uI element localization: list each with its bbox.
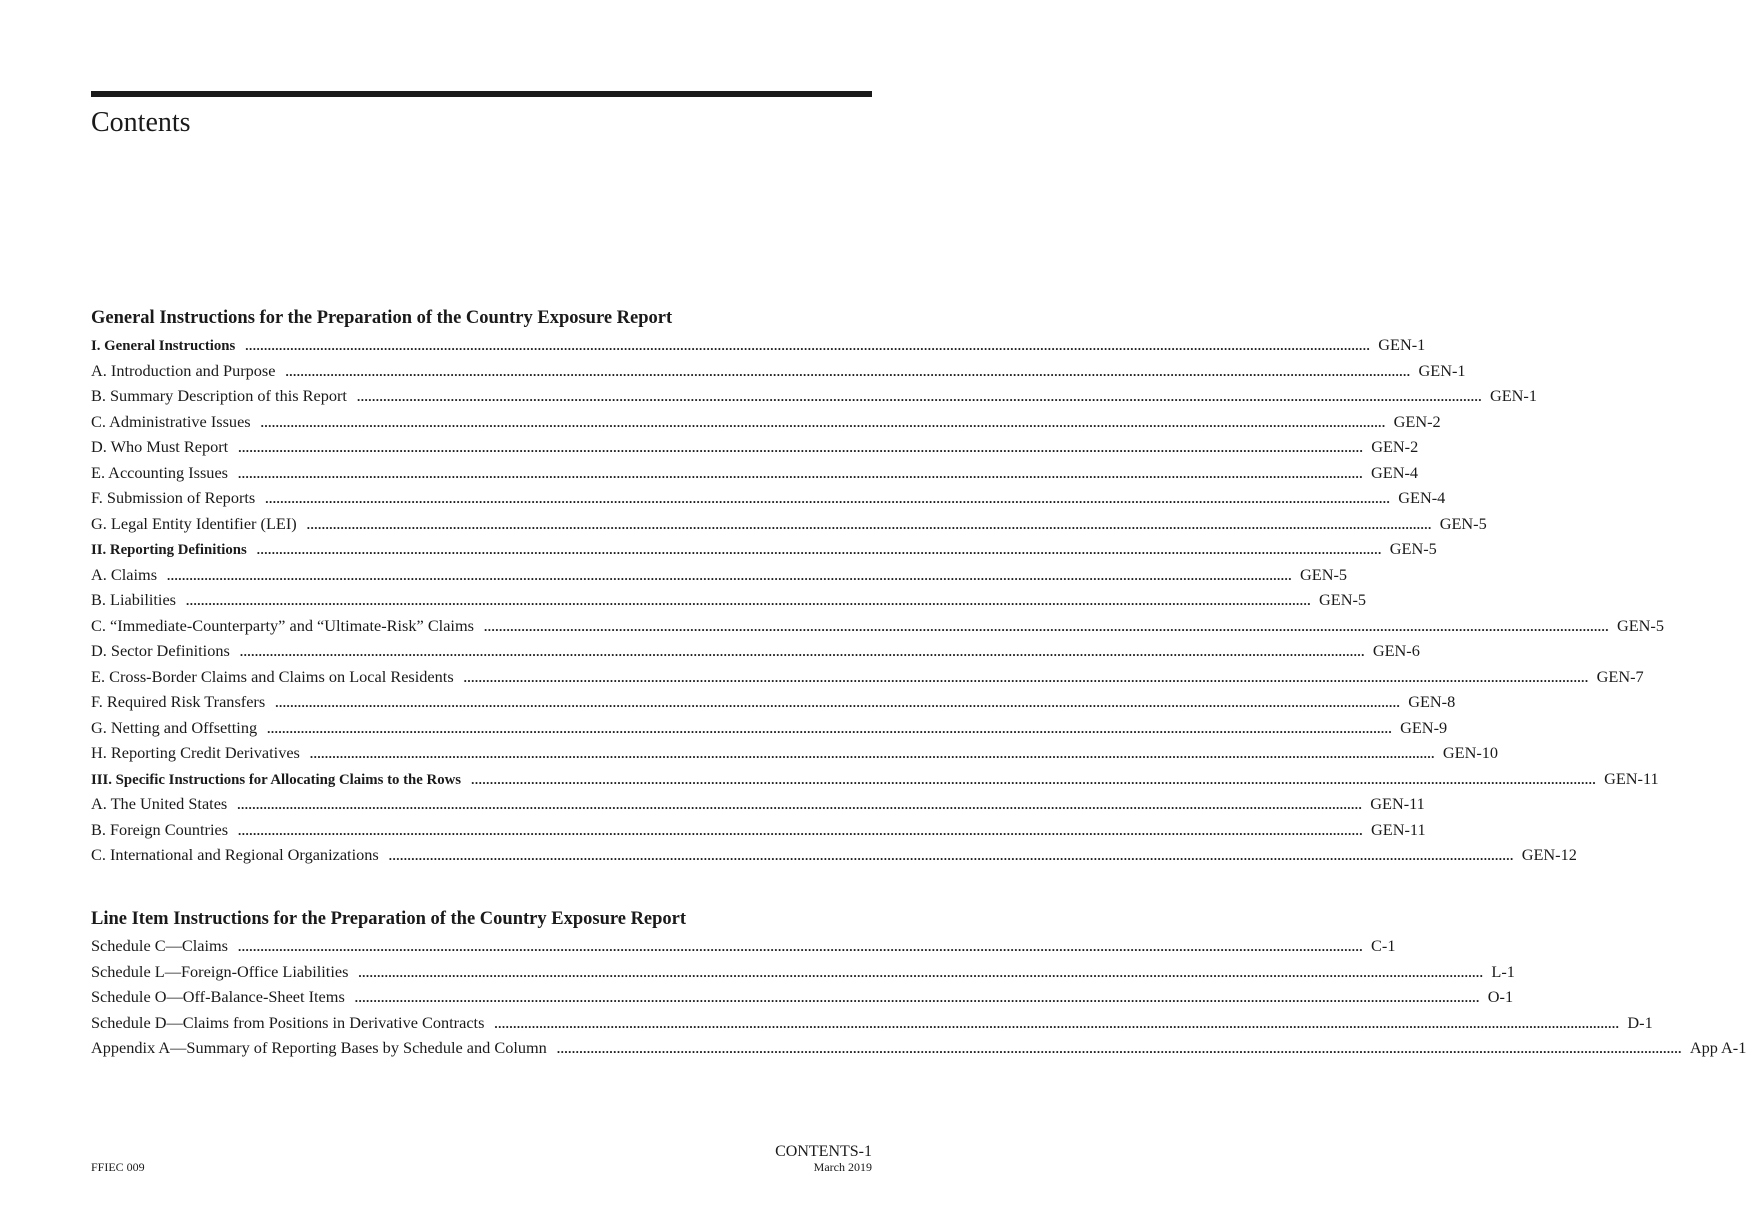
toc-entry-page: GEN-2 xyxy=(1393,411,1441,431)
toc-entry[interactable] xyxy=(91,715,1448,741)
toc-entry[interactable] xyxy=(91,511,1487,537)
toc-entry-page: App A-1 xyxy=(1689,1038,1746,1057)
dot-leader: ............................................................................................................................................................................................................................................................................................................ xyxy=(354,990,1480,1005)
toc-entry[interactable] xyxy=(91,409,1441,435)
dot-leader: ............................................................................................................................................................................................................................................................................................................ xyxy=(471,771,1597,787)
dot-leader: ............................................................................................................................................................................................................................................................................................................ xyxy=(356,389,1482,404)
toc-entry-label: Appendix A—Summary of Reporting Bases by Schedule and Column xyxy=(91,1038,547,1057)
toc-entry[interactable] xyxy=(91,358,1466,384)
toc-entry-page: GEN-4 xyxy=(1371,462,1419,482)
toc-entry-page: GEN-10 xyxy=(1442,743,1499,762)
toc-entry-label: E. Accounting Issues xyxy=(91,462,229,482)
top-rule xyxy=(91,91,872,97)
toc-entry-label: B. Summary Description of this Report xyxy=(91,386,347,405)
toc-entry[interactable] xyxy=(91,485,1446,511)
toc-entry-label: III. Specific Instructions for Allocating Claims to the Rows xyxy=(91,771,462,788)
toc-entry[interactable] xyxy=(91,332,1426,358)
toc-entry[interactable] xyxy=(91,1035,1746,1061)
section-heading: Line Item Instructions for the Preparation of the Country Exposure Report xyxy=(91,909,687,929)
toc-entry-page: GEN-5 xyxy=(1389,539,1437,558)
toc-entry-page: GEN-4 xyxy=(1398,488,1446,507)
dot-leader: ............................................................................................................................................................................................................................................................................................................ xyxy=(483,618,1609,634)
toc-entry-label: C. International and Regional Organizations xyxy=(91,845,379,864)
toc-entry-page: GEN-5 xyxy=(1319,590,1367,609)
toc-entry-label: D. Who Must Report xyxy=(91,437,229,456)
toc-entry-page: GEN-11 xyxy=(1370,794,1425,813)
dot-leader: ............................................................................................................................................................................................................................................................................................................ xyxy=(260,414,1386,430)
toc-entry-label: Schedule L—Foreign-Office Liabilities xyxy=(91,961,349,981)
dot-leader: ............................................................................................................................................................................................................................................................................................................ xyxy=(256,542,1382,557)
dot-leader: ............................................................................................................................................................................................................................................................................................................ xyxy=(167,567,1293,583)
toc-entry-label: II. Reporting Definitions xyxy=(91,542,247,558)
toc-entry-page: O-1 xyxy=(1487,987,1514,1006)
toc-entry[interactable] xyxy=(91,689,1456,715)
toc-entry-label: A. Introduction and Purpose xyxy=(91,360,276,380)
dot-leader: ............................................................................................................................................................................................................................................................................................................ xyxy=(556,1041,1682,1056)
toc-entry-page: GEN-9 xyxy=(1400,717,1448,737)
toc-section-general xyxy=(91,306,1664,868)
toc-entry-page: D-1 xyxy=(1627,1012,1653,1032)
dot-leader: ............................................................................................................................................................................................................................................................................................................ xyxy=(463,669,1589,685)
toc-entry-label: I. General Instructions xyxy=(91,338,236,354)
dot-leader: ............................................................................................................................................................................................................................................................................................................ xyxy=(267,720,1393,736)
footer-page-info xyxy=(775,1143,872,1174)
toc-entry[interactable] xyxy=(91,817,1426,843)
dot-leader: ............................................................................................................................................................................................................................................................................................................ xyxy=(388,848,1514,863)
dot-leader: ............................................................................................................................................................................................................................................................................................................ xyxy=(275,695,1401,710)
toc-entry-label: G. Netting and Offsetting xyxy=(91,717,258,737)
page-title: Contents xyxy=(91,107,191,138)
toc-entry-label: H. Reporting Credit Derivatives xyxy=(91,743,300,762)
toc-list xyxy=(91,933,1746,1061)
toc-entry-label: F. Submission of Reports xyxy=(91,488,256,507)
dot-leader: ............................................................................................................................................................................................................................................................................................................ xyxy=(238,440,1364,455)
toc-entry-page: C-1 xyxy=(1371,936,1396,955)
toc-entry[interactable] xyxy=(91,587,1367,613)
dot-leader: ............................................................................................................................................................................................................................................................................................................ xyxy=(306,516,1432,532)
dot-leader: ............................................................................................................................................................................................................................................................................................................ xyxy=(494,1015,1620,1031)
toc-entry[interactable] xyxy=(91,562,1348,588)
toc-entry[interactable] xyxy=(91,984,1514,1010)
toc-entry-label: C. Administrative Issues xyxy=(91,411,251,431)
toc-entry-page: GEN-6 xyxy=(1372,641,1420,660)
toc-entry-page: GEN-8 xyxy=(1408,692,1456,711)
toc-entry[interactable] xyxy=(91,536,1437,562)
toc-entry[interactable] xyxy=(91,613,1664,639)
toc-entry-label: B. Foreign Countries xyxy=(91,819,229,839)
toc-entry-label: A. The United States xyxy=(91,794,228,813)
toc-entry-label: E. Cross-Border Claims and Claims on Local Residents xyxy=(91,666,454,686)
toc-entry[interactable] xyxy=(91,791,1425,817)
footer-page-label: CONTENTS-1 xyxy=(775,1143,872,1160)
toc-entry-page: GEN-11 xyxy=(1604,768,1659,788)
toc-entry[interactable] xyxy=(91,460,1419,486)
toc-entry[interactable] xyxy=(91,766,1659,792)
toc-entry-page: GEN-2 xyxy=(1371,437,1419,456)
toc-entry[interactable] xyxy=(91,933,1396,959)
toc-entry-label: D. Sector Definitions xyxy=(91,641,230,660)
toc-entry-page: GEN-1 xyxy=(1418,360,1466,380)
toc-entry-label: F. Required Risk Transfers xyxy=(91,692,266,711)
dot-leader: ............................................................................................................................................................................................................................................................................................................ xyxy=(238,465,1364,481)
dot-leader: ............................................................................................................................................................................................................................................................................................................ xyxy=(265,491,1391,506)
toc-entry-label: C. “Immediate-Counterparty” and “Ultimate-Risk” Claims xyxy=(91,615,474,635)
toc-entry-page: GEN-5 xyxy=(1300,564,1348,584)
dot-leader: ............................................................................................................................................................................................................................................................................................................ xyxy=(309,746,1435,761)
toc-entry[interactable] xyxy=(91,638,1420,664)
toc-section-line-item xyxy=(91,907,1746,1061)
toc-entry[interactable] xyxy=(91,1010,1653,1036)
toc-entry-page: L-1 xyxy=(1491,961,1515,981)
toc-entry[interactable] xyxy=(91,842,1577,868)
toc-entry-page: GEN-1 xyxy=(1489,386,1537,405)
toc-entry-label: Schedule C—Claims xyxy=(91,936,229,955)
dot-leader: ............................................................................................................................................................................................................................................................................................................ xyxy=(186,593,1312,608)
section-heading: General Instructions for the Preparation of the Country Exposure Report xyxy=(91,308,673,328)
dot-leader: ............................................................................................................................................................................................................................................................................................................ xyxy=(238,822,1364,838)
toc-entry-page: GEN-5 xyxy=(1616,615,1664,635)
footer-form-id: FFIEC 009 xyxy=(91,1160,145,1174)
toc-entry[interactable] xyxy=(91,959,1515,985)
dot-leader: ............................................................................................................................................................................................................................................................................................................ xyxy=(239,644,1365,659)
toc-entry-label: Schedule O—Off-Balance-Sheet Items xyxy=(91,987,345,1006)
toc-entry-label: G. Legal Entity Identifier (LEI) xyxy=(91,513,297,533)
dot-leader: ............................................................................................................................................................................................................................................................................................................ xyxy=(245,338,1371,353)
toc-entry[interactable] xyxy=(91,740,1499,766)
toc-entry-label: Schedule D—Claims from Positions in Derivative Contracts xyxy=(91,1012,485,1032)
dot-leader: ............................................................................................................................................................................................................................................................................................................ xyxy=(358,964,1484,980)
toc-entry-label: A. Claims xyxy=(91,564,158,584)
toc-entry-page: GEN-1 xyxy=(1378,335,1426,354)
dot-leader: ............................................................................................................................................................................................................................................................................................................ xyxy=(285,363,1411,379)
toc-entry-page: GEN-5 xyxy=(1439,513,1487,533)
toc-list xyxy=(91,332,1664,868)
toc-entry-page: GEN-11 xyxy=(1371,819,1426,839)
dot-leader: ............................................................................................................................................................................................................................................................................................................ xyxy=(237,797,1363,812)
toc-entry[interactable] xyxy=(91,664,1644,690)
toc-entry-page: GEN-12 xyxy=(1521,845,1577,864)
toc-entry[interactable] xyxy=(91,434,1419,460)
toc-entry[interactable] xyxy=(91,383,1537,409)
toc-entry-page: GEN-7 xyxy=(1596,666,1644,686)
footer-date: March 2019 xyxy=(813,1160,872,1174)
toc-entry-label: B. Liabilities xyxy=(91,590,177,609)
dot-leader: ............................................................................................................................................................................................................................................................................................................ xyxy=(238,939,1364,954)
